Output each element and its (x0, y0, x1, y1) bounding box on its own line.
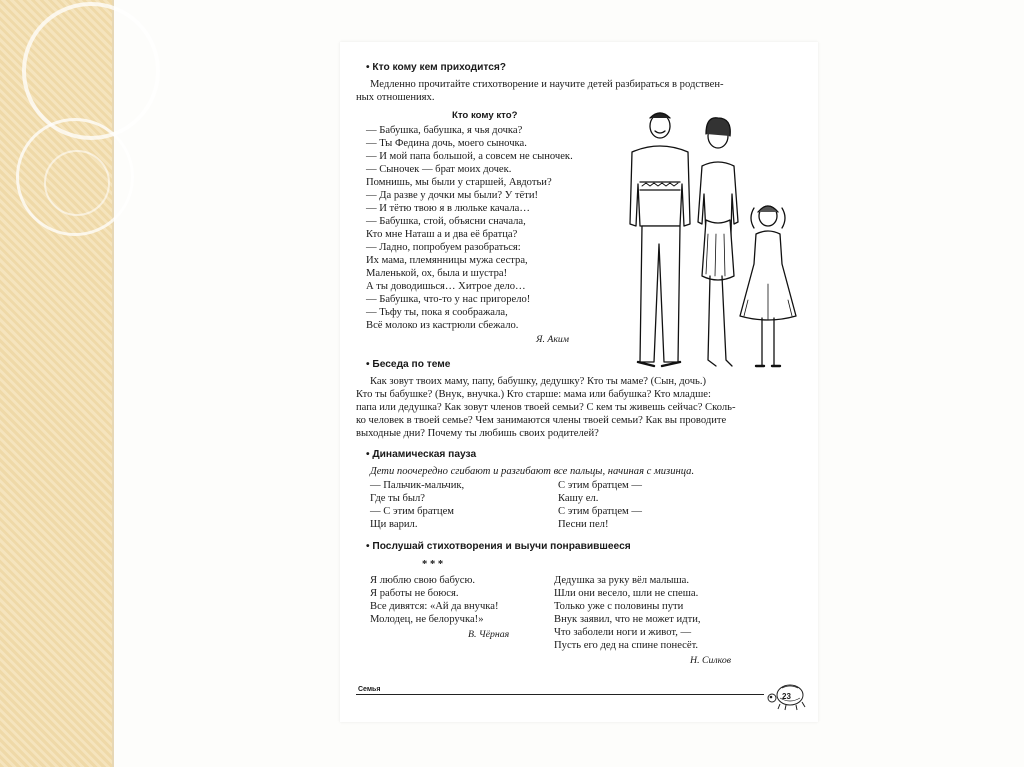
discussion-text: папа или дедушка? Как зовут членов твоей семьи? С кем ты живешь сейчас? Сколь- (356, 402, 736, 413)
poem-line: — Бабушка, стой, объясни сначала, (366, 216, 526, 227)
discussion-text: ко человек в твоей семье? Чем занимаются члены твоей семьи? Как вы проводите (356, 415, 727, 426)
section-heading: • Динамическая пауза (366, 449, 477, 460)
poem-author: В. Чёрная (468, 629, 510, 640)
rhyme-line: Где ты был? (370, 493, 425, 504)
section-heading: • Послушай стихотворения и выучи понравившееся (366, 541, 631, 552)
poem-line: — И мой папа большой, а совсем не сыночек. (366, 151, 573, 162)
rhyme-line: С этим братцем — (558, 506, 642, 517)
poem-line: Дедушка за руку вёл малыша. (554, 575, 690, 586)
poem-separator: * * * (422, 559, 444, 570)
poem-title: Кто кому кто? (452, 110, 518, 121)
rhyme-line: С этим братцем — (558, 480, 642, 491)
poem-line: — И тётю твою я в люльке качала… (366, 203, 530, 214)
poem-line: Я работы не боюся. (370, 588, 459, 599)
poem-line: — Ты Федина дочь, моего сыночка. (366, 138, 527, 149)
poem-line: Только уже с половины пути (554, 601, 684, 612)
document-page (340, 42, 818, 722)
intro-text: Медленно прочитайте стихотворение и научите детей разбираться в родствен- (370, 79, 724, 90)
poem-line: — Бабушка, что-то у нас пригорело! (366, 294, 531, 305)
poem-line: — Сыночек — брат моих дочек. (366, 164, 512, 175)
rhyme-line: Щи варил. (370, 519, 418, 530)
instruction-text: Дети поочередно сгибают и разгибают все пальцы, начиная с мизинца. (370, 466, 695, 477)
discussion-text: выходные дни? Почему ты любишь своих родителей? (356, 428, 599, 439)
poem-line: — Да разве у дочки мы были? У тёти! (366, 190, 539, 201)
poem-line: — Бабушка, бабушка, я чья дочка? (366, 125, 523, 136)
poem-line: Внук заявил, что не может идти, (554, 614, 701, 625)
poem-line: Кто мне Наташ а и два её братца? (366, 229, 518, 240)
poem-line: Молодец, не белоручка!» (370, 614, 484, 625)
poem-line: — Тьфу ты, пока я соображала, (366, 307, 508, 318)
poem-line: Помнишь, мы были у старшей, Авдотьи? (366, 177, 552, 188)
poem-line: Я люблю свою бабусю. (370, 575, 476, 586)
rhyme-line: Песни пел! (558, 519, 609, 530)
rhyme-line: — Пальчик-мальчик, (370, 480, 465, 491)
decorative-ring (44, 150, 110, 216)
poem-line: Шли они весело, шли не спеша. (554, 588, 699, 599)
section-heading: • Беседа по теме (366, 359, 451, 370)
intro-text: ных отношениях. (356, 92, 435, 103)
poem-line: Их мама, племянницы мужа сестра, (366, 255, 528, 266)
poem-author: Я. Аким (536, 334, 570, 345)
poem-line: Все дивятся: «Ай да внучка! (370, 601, 499, 612)
rhyme-line: — С этим братцем (370, 506, 454, 517)
footer-section-label: Семья (358, 686, 381, 693)
poem-line: Что заболели ноги и живот, — (554, 627, 692, 638)
poem-line: Маленькой, ох, была и шустра! (366, 268, 508, 279)
family-illustration (622, 104, 812, 382)
section-heading: • Кто кому кем приходится? (366, 62, 507, 73)
poem-line: — Ладно, попробуем разобраться: (366, 242, 521, 253)
rhyme-line: Кашу ел. (558, 493, 599, 504)
poem-line: Пусть его дед на спине понесёт. (554, 640, 699, 651)
discussion-text: Кто ты бабушке? (Внук, внучка.) Кто старше: мама или бабушка? Кто младше: (356, 389, 711, 400)
page-number: 23 (782, 692, 791, 701)
poem-line: Всё молоко из кастрюли сбежало. (366, 320, 519, 331)
discussion-text: Как зовут твоих маму, папу, бабушку, дедушку? Кто ты маме? (Сын, дочь.) (370, 376, 707, 387)
poem-line: А ты доводишься… Хитрое дело… (366, 281, 526, 292)
footer-rule (356, 694, 764, 695)
poem-author: Н. Силков (690, 655, 732, 666)
